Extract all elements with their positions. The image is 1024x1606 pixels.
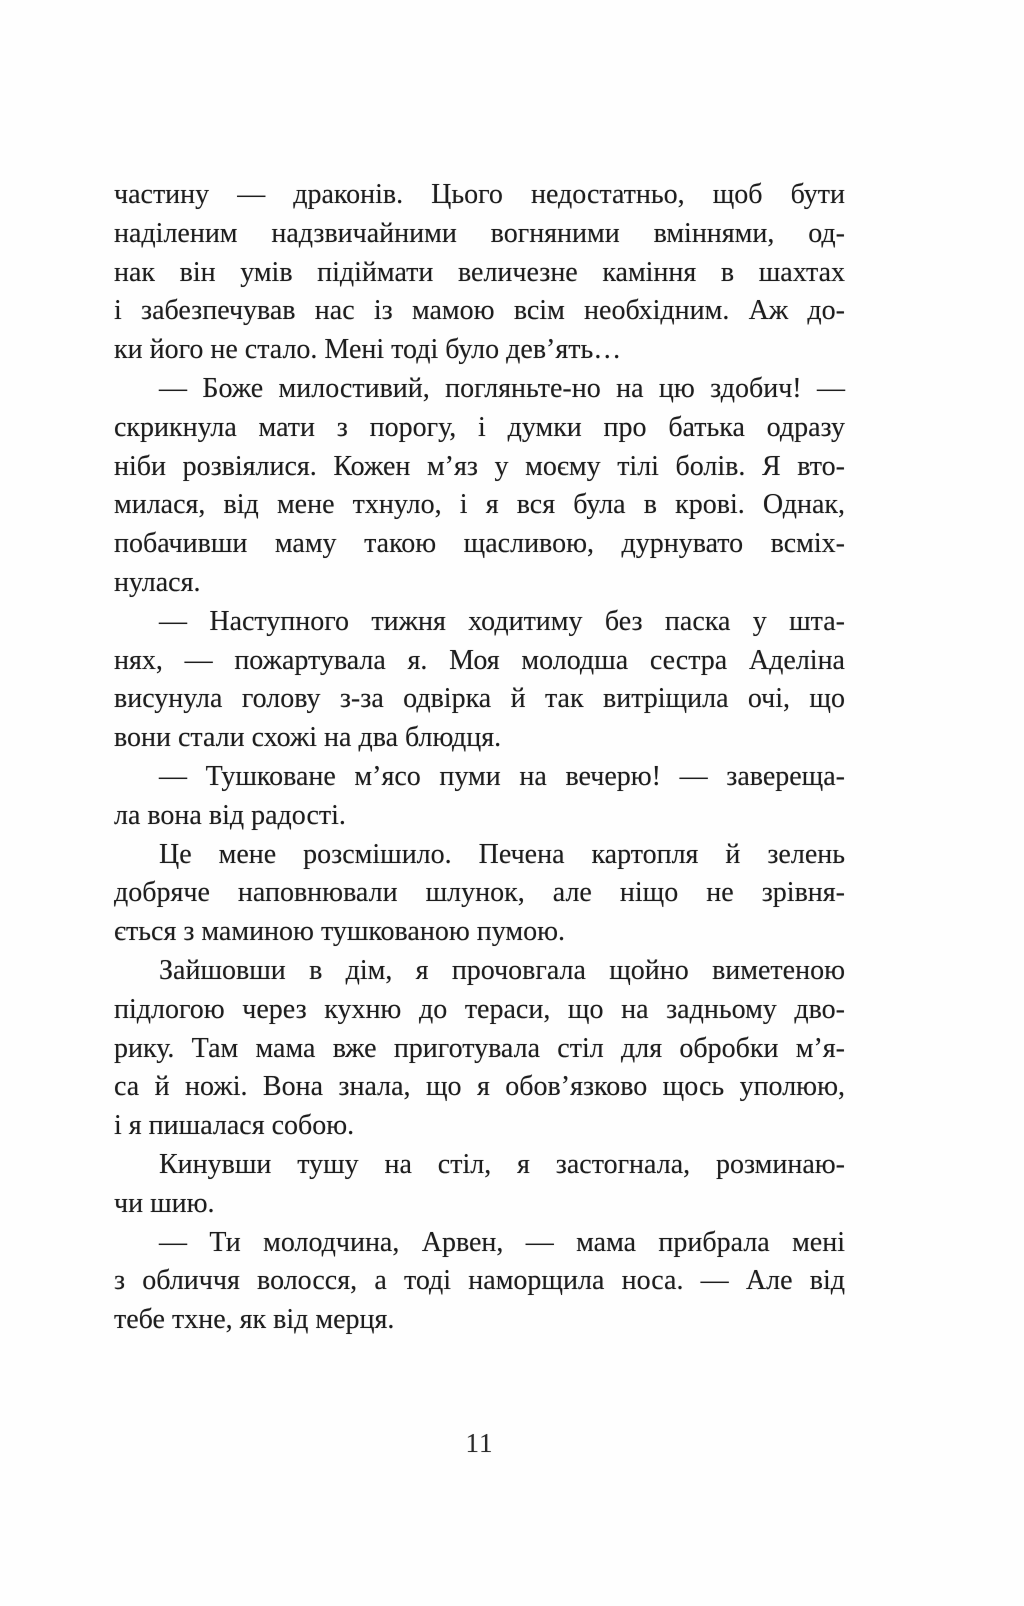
text-line: Зайшовши в дім, я прочовгала щойно виметеною xyxy=(159,954,845,986)
paragraph xyxy=(114,603,845,758)
text-line: — Боже милостивий, погляньте-но на цю здобич! — xyxy=(159,372,845,404)
paragraph xyxy=(114,370,845,603)
text-line: скрикнула мати з порогу, і думки про батька одразу xyxy=(114,411,845,443)
text-line: — Тушковане м’ясо пуми на вечерю! — завереща- xyxy=(159,760,845,792)
text-line: нях, — пожартувала я. Моя молодша сестра Аделіна xyxy=(114,644,845,676)
text-line: нулася. xyxy=(114,566,201,598)
text-line: ніби розвіялися. Кожен м’яз у моєму тілі болів. Я вто- xyxy=(114,450,845,482)
paragraph xyxy=(114,758,845,836)
text-line: висунула голову з-за одвірка й так витріщила очі, що xyxy=(114,683,845,715)
text-line: частину — драконів. Цього недостатньо, щоб бути xyxy=(114,179,845,210)
paragraph xyxy=(114,836,845,952)
text-line: са й ножі. Вона знала, що я обов’язково щось уполюю, xyxy=(114,1071,845,1103)
text-line: чи шию. xyxy=(114,1187,215,1219)
paragraph xyxy=(114,176,845,370)
text-line: — Наступного тижня ходитиму без паска у шта- xyxy=(159,605,845,637)
text-line: добряче наповнювали шлунок, але ніщо не зрівня- xyxy=(114,877,845,909)
paragraph xyxy=(114,1146,845,1224)
paragraph xyxy=(114,1224,845,1340)
text-block xyxy=(114,176,845,1340)
text-line: Кинувши тушу на стіл, я застогнала, розминаю- xyxy=(159,1148,845,1180)
text-line: рику. Там мама вже приготувала стіл для обробки м’я- xyxy=(114,1032,845,1064)
text-line: з обличчя волосся, а тоді наморщила носа. — Але від xyxy=(114,1265,845,1297)
text-line: ла вона від радості. xyxy=(114,799,346,831)
text-line: і я пишалася собою. xyxy=(114,1110,355,1142)
page-number: 11 xyxy=(465,1428,494,1458)
text-line: — Ти молодчина, Арвен, — мама прибрала мені xyxy=(159,1226,845,1258)
text-line: і забезпечував нас із мамою всім необхідним. Аж до- xyxy=(114,295,845,327)
text-line: нак він умів підіймати величезне каміння в шахтах xyxy=(114,256,845,288)
text-line: тебе тхне, як від мерця. xyxy=(114,1304,395,1336)
text-line: вони стали схожі на два блюдця. xyxy=(114,722,502,754)
text-line: милася, від мене тхнуло, і я вся була в крові. Однак, xyxy=(114,489,845,521)
text-line: ється з маминою тушкованою пумою. xyxy=(114,916,565,948)
paragraph xyxy=(114,952,845,1146)
text-line: побачивши маму такою щасливою, дурнувато всміх- xyxy=(114,528,845,560)
text-line: Це мене розсмішило. Печена картопля й зелень xyxy=(159,838,845,870)
text-line: підлогою через кухню до тераси, що на задньому дво- xyxy=(114,993,845,1025)
text-line: наділеним надзвичайними вогняними вміннями, од- xyxy=(114,217,845,249)
text-line: ки його не стало. Мені тоді було дев’ять… xyxy=(114,334,622,366)
